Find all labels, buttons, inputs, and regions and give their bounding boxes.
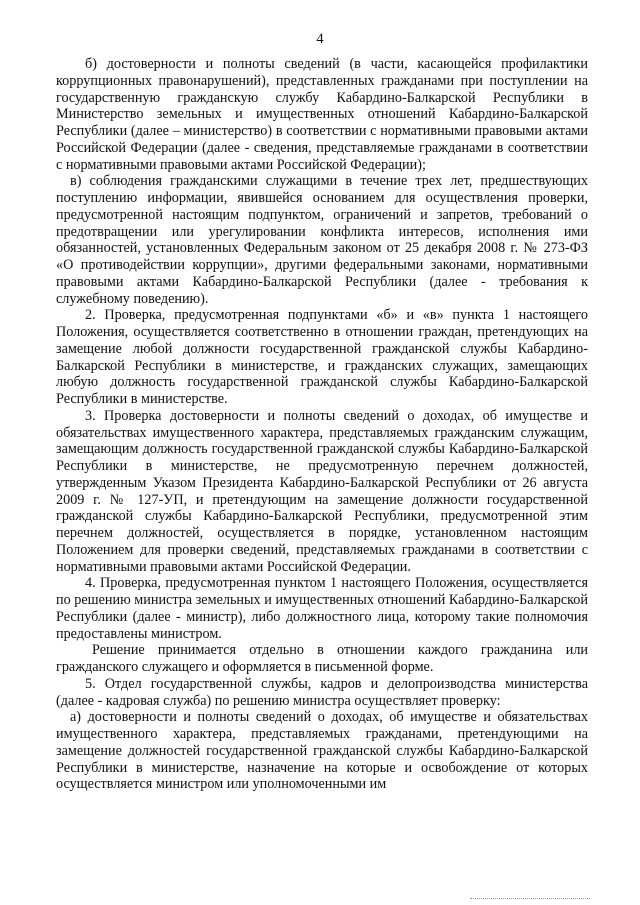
paragraph-decision: Решение принимается отдельно в отношении каждого гражданина или гражданского служащего и оформляется в письменной форме. xyxy=(56,642,588,675)
footer-rule xyxy=(470,898,590,899)
paragraph-item-3: 3. Проверка достоверности и полноты сведений о доходах, об имуществе и обязательствах имущественного характера, представляемых гражданским служащим, замещающим должность государственной гражданской службы Кабардино-Балкарской Республики в министерстве, не предусмотренную перечнем должностей, утвержденным Указом Президента Кабардино-Балкарской Республики от 26 августа 2009 г. № 127-УП, и претендующим на замещение должности государственной гражданской службы Кабардино-Балкарской Республики, предусмотренной этим перечнем должностей, осуществляется в порядке, установленном настоящим Положением для проверки сведений, представляемых гражданами в соответствии с нормативными правовыми актами Российской Федерации. xyxy=(56,407,588,575)
paragraph-subitem-v: в) соблюдения гражданскими служащими в течение трех лет, предшествующих поступлению информации, явившейся основанием для осуществления проверки, предусмотренной настоящим подпунктом, ограничений и запретов, требований о предотвращении или урегулировании конфликта интересов, исполнения ими обязанностей, установленных Федеральным законом от 25 декабря 2008 г. № 273-ФЗ «О противодействии коррупции», другими федеральными законами, нормативными правовыми актами Кабардино-Балкарской Республики (далее - требования к служебному поведению). xyxy=(56,173,588,307)
paragraph-subitem-b: б) достоверности и полноты сведений (в части, касающейся профилактики коррупционных правонарушений), представленных гражданами при поступлении на государственную гражданскую службу Кабардино-Балкарской Республики в Министерство земельных и имущественных отношений Кабардино-Балкарской Республики (далее – министерство) в соответствии с нормативными правовыми актами Российской Федерации (далее - сведения, представляемые гражданами в соответствии с нормативными правовыми актами Российской Федерации); xyxy=(56,56,588,173)
document-body xyxy=(56,56,588,793)
paragraph-item-5: 5. Отдел государственной службы, кадров и делопроизводства министерства (далее - кадровая служба) по решению министра осуществляет проверку: xyxy=(56,675,588,709)
paragraph-item-4: 4. Проверка, предусмотренная пунктом 1 настоящего Положения, осуществляется по решению министра земельных и имущественных отношений Кабардино-Балкарской Республики (далее - министр), либо должностного лица, которому такие полномочия предоставлены министром. xyxy=(56,575,588,642)
page-number: 4 xyxy=(316,31,324,47)
paragraph-item-2: 2. Проверка, предусмотренная подпунктами «б» и «в» пункта 1 настоящего Положения, осуществляется соответственно в отношении граждан, претендующих на замещение любой должности государственной гражданской службы Кабардино-Балкарской Республики в министерстве, и гражданских служащих, замещающих любую должность государственной гражданской службы Кабардино-Балкарской Республики в министерстве. xyxy=(56,307,588,407)
paragraph-subitem-a: а) достоверности и полноты сведений о доходах, об имуществе и обязательствах имущественного характера, представляемых гражданами, претендующими на замещение должностей государственной гражданской службы Кабардино-Балкарской Республики в министерстве, назначение на которые и освобождение от которых осуществляется министром или уполномоченными им xyxy=(56,709,588,793)
